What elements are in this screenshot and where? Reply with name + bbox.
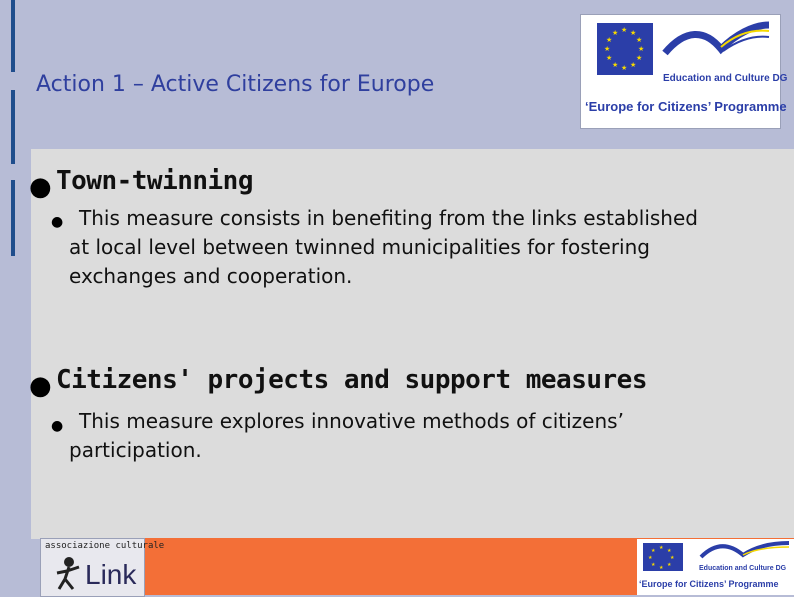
bullet-icon: ● bbox=[51, 418, 64, 434]
slide-content bbox=[31, 149, 794, 539]
left-accent-bar bbox=[11, 0, 15, 72]
eu-flag-icon: ★ ★ ★ ★ ★ ★ ★ ★ ★ ★ ★ ★ bbox=[597, 23, 653, 75]
logo-programme-text: ‘Europe for Citizens’ Programme bbox=[585, 99, 787, 114]
bullet-icon: ● bbox=[29, 371, 52, 401]
section-heading: Citizens' projects and support measures bbox=[56, 365, 647, 395]
link-association-logo bbox=[40, 538, 165, 597]
link-text: Link bbox=[85, 559, 137, 590]
slide-title: Action 1 – Active Citizens for Europe bbox=[36, 72, 435, 97]
footer-dg-text: Education and Culture DG bbox=[699, 565, 787, 572]
eu-flag-icon: ★ ★ ★ ★ ★ ★ ★ ★ bbox=[643, 543, 683, 571]
bird-wave-icon bbox=[699, 541, 791, 565]
eu-programme-logo bbox=[580, 14, 788, 129]
section-text: This measure explores innovative methods of citizens’ participation. bbox=[69, 409, 624, 462]
logo-dg-text: Education and Culture DG bbox=[663, 73, 788, 84]
bird-wave-icon bbox=[661, 21, 773, 71]
assoc-text: associazione culturale bbox=[45, 541, 165, 551]
section-heading: Town-twinning bbox=[56, 166, 253, 196]
slide-header bbox=[0, 0, 794, 148]
bullet-icon: ● bbox=[29, 172, 52, 202]
footer-eu-logo bbox=[637, 539, 794, 595]
left-accent-bar bbox=[11, 90, 15, 164]
left-accent-bar bbox=[11, 180, 15, 256]
footer-programme-text: ‘Europe for Citizens’ Programme bbox=[639, 579, 779, 589]
section-text: This measure consists in benefiting from the links established at local level between twinned municipalities for fostering exchanges and cooperation. bbox=[69, 206, 698, 288]
bullet-icon: ● bbox=[51, 214, 64, 230]
person-figure-icon bbox=[51, 555, 87, 593]
